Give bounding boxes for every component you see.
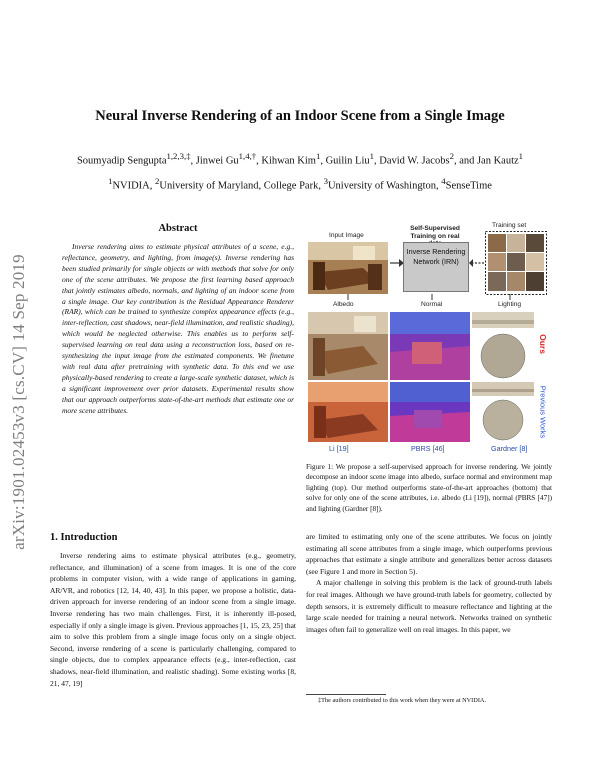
normal-label: Normal xyxy=(421,301,443,308)
intro-column-2 xyxy=(306,531,552,635)
previous-works-side-label: Previous Works xyxy=(538,385,548,439)
ours-normal-image xyxy=(390,312,470,380)
abstract-heading: Abstract xyxy=(158,223,198,234)
pbrs-label: PBRS [46] xyxy=(411,444,445,453)
li-label: Li [19] xyxy=(329,444,349,453)
intro-heading: 1. Introduction xyxy=(50,532,118,543)
arrow-icon xyxy=(390,258,404,268)
pbrs-normal-image xyxy=(390,382,470,442)
network-box: Inverse Rendering Network (IRN) xyxy=(403,242,469,292)
intro-paragraph: are limited to estimating only one of the scene attributes. We focus on jointly estimating all scene attributes from a single image, which outperforms previous approaches that estimate a single attribute and generalizes better across datasets (see Figure 1 and more in Section 5). xyxy=(306,532,552,576)
abstract-text: Inverse rendering aims to estimate physical attributes of a scene, e.g., reflectance, geometry, and lighting, from image(s). Inverse rendering has been studied primarily for single objects or with methods that solve for only one of the scene attributes. We propose the first learning based approach that jointly estimates albedo, normals, and lighting of an indoor scene from a single image. Our key contribution is the Residual Appearance Renderer (RAR), which can be trained to synthesize complex appearance effects (e.g., inter-reflection, cast shadows, near-field illumination, and realistic shading), which would be neglected otherwise. This enables us to perform self-supervised learning on real data using a reconstruction loss, based on re-synthesizing the input image from the estimated components. We finetune with real data after pretraining with synthetic data. To this end we use physically-based rendering to create a large-scale synthetic dataset, which is a significant improvement over prior datasets. Experimental results show that our approach outperforms state-of-the-art methods that estimate one or more scene attributes. xyxy=(62,242,294,415)
footnote: ‡The authors contributed to this work when they were at NVIDIA. xyxy=(318,697,487,704)
input-image-label: Input Image xyxy=(329,232,364,239)
lighting-label: Lighting xyxy=(498,301,522,308)
training-set-label: Training set xyxy=(492,222,527,229)
arxiv-stamp: arXiv:1901.02453v3 [cs.CV] 14 Sep 2019 xyxy=(9,254,28,550)
affiliations: $^1$NVIDIA, $^2$University of Maryland, College Park, $^3$University of Washington, $^4$SenseTime xyxy=(108,176,492,192)
self-supervised-label: Self-Supervised Training on real xyxy=(410,225,460,240)
author-list: Soumyadip Sengupta$^{1,2,3,\ddagger}$, Jinwei $Gu^{1,4,\dagger}$, Kihwan Kim$^1$, Guilin Liu$^1$, David W. Jacobs$^2$, and Jan Kautz$^1$ xyxy=(76,151,524,167)
ours-side-label: Ours xyxy=(538,334,548,354)
gardner-lighting-image xyxy=(472,382,534,442)
ours-albedo-image xyxy=(308,312,388,380)
figure-caption: Figure 1: We propose a self-supervised approach for inverse rendering. We jointly decompose an indoor scene image into albedo, surface normal and environment map lighting (top). Our method outperforms state-of-the-art approaches (bottom) that solve for only one of the scene attributes, i.e. albedo (Li [19]), normal (PBRS [47]) and lighting (Gardner [8]). xyxy=(306,463,552,513)
gardner-label: Gardner [8] xyxy=(491,444,528,453)
training-set-grid xyxy=(485,231,547,295)
intro-paragraph: A major challenge in solving this problem is the lack of ground-truth labels for real images. Although we have ground-truth labels for geometry, collected by depth sensors, it is extremely difficult to measure reflectance and lighting at the large scale needed for training a neural network. Networks trained on synthetic images often fail to generalize well on real images. In this paper, we xyxy=(306,578,552,634)
paper-title: Neural Inverse Rendering of an Indoor Scene from a Single Image xyxy=(95,108,505,124)
li-albedo-image xyxy=(308,382,388,442)
ours-lighting-image xyxy=(472,312,534,380)
footnote-rule xyxy=(306,694,386,695)
figure-1 xyxy=(305,222,553,454)
arrow-icon xyxy=(469,258,485,268)
intro-column-1: Inverse rendering aims to estimate physical attributes (e.g., geometry, reflectance, and illumination) of a scene from images. It is one of the core problems in computer vision, with a wide range of applications in gaming, AR/VR, and robotics [12, 14, 40, 43]. In this paper, we propose a holistic, data-driven approach for inverse rendering of an indoor scene from a single image. Inverse rendering has two main challenges. First, it is inherently ill-posed, especially if only a single image is given. Previous approaches [1, 15, 23, 25] that aim to solve this problem from a single image focus only on a single object. Second, inverse rendering of a scene is particularly challenging, compared to single objects, due to complex appearance effects (e.g., inter-reflection, cast shadows, near-field illumination, and realistic shading). Some existing works [8, 21, 47, 19] xyxy=(50,551,296,688)
input-image xyxy=(308,242,388,294)
albedo-label: Albedo xyxy=(333,301,354,308)
